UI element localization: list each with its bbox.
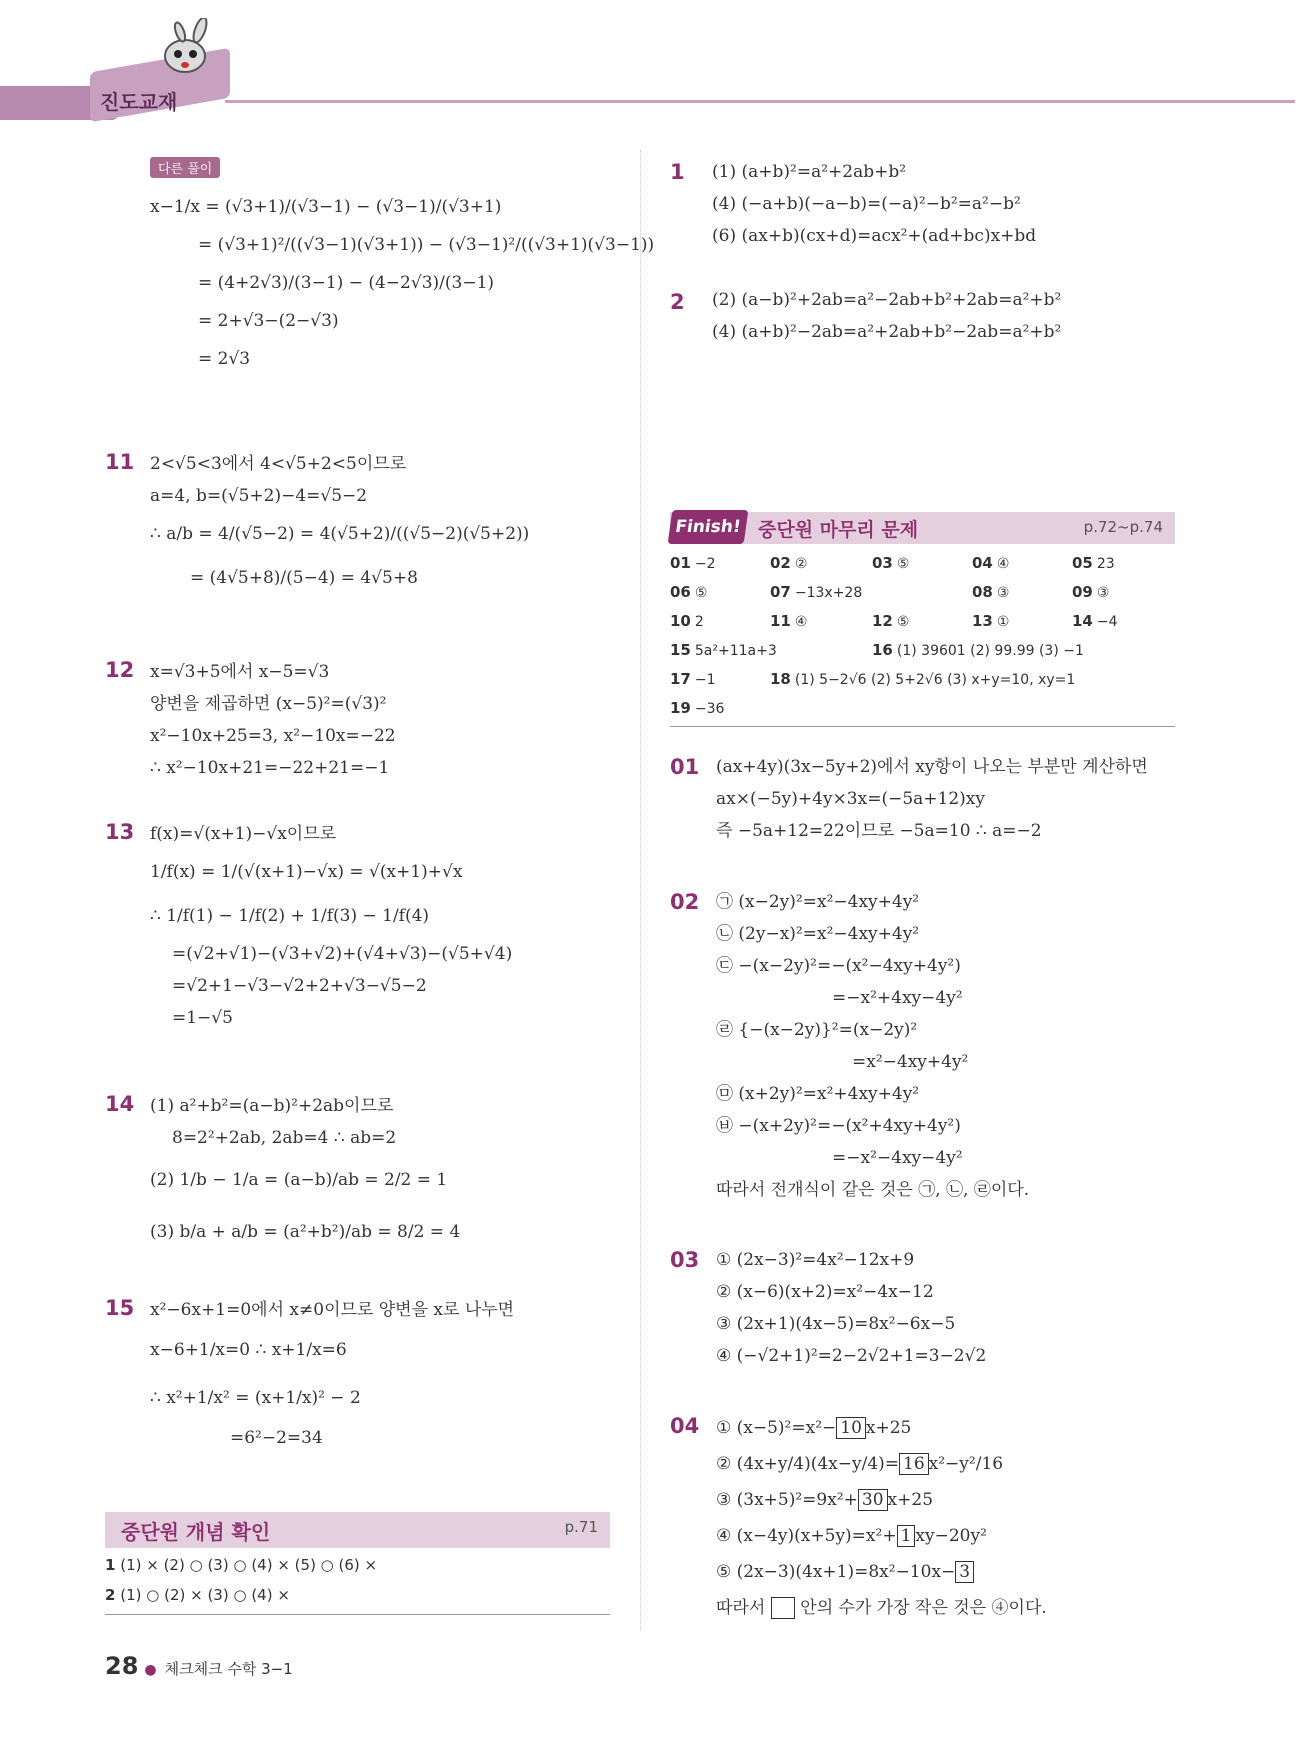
solution-15 xyxy=(150,1294,514,1454)
solution-line: (4) (−a+b)(−a−b)=(−a)²−b²=a²−b² xyxy=(712,194,1021,214)
solution-line: 따라서 안의 수가 가장 작은 것은 ④이다. xyxy=(716,1598,1047,1618)
answer-item: 16 (1) 39601 (2) 99.99 (3) −1 xyxy=(872,641,1084,659)
answer-item: 02 ② xyxy=(770,554,808,572)
solution-13 xyxy=(150,818,512,1034)
answer-box: 3 xyxy=(955,1561,974,1583)
solution-line: ㉤ (x+2y)²=x²+4xy+4y² xyxy=(716,1084,920,1104)
solution-line: ④ (x−4y)(x+5y)=x²+ 1 xy−20y² xyxy=(716,1526,987,1546)
solution-line: ㉢ −(x−2y)²=−(x²−4xy+4y²) xyxy=(716,956,961,976)
answer-item: 11 ④ xyxy=(770,612,808,630)
solution-line: ∴ x²−10x+21=−22+21=−1 xyxy=(150,758,390,778)
solution-line: (1) a²+b²=(a−b)²+2ab이므로 xyxy=(150,1096,394,1116)
page-number: 28 xyxy=(105,1652,139,1680)
solution-03 xyxy=(716,1244,986,1372)
solution-line: ① (x−5)²=x²− 10 x+25 xyxy=(716,1418,912,1438)
solution-line: =(√2+√1)−(√3+√2)+(√4+√3)−(√5+√4) xyxy=(172,944,513,964)
solution-11 xyxy=(150,448,529,600)
solution-line: (2) 1/b − 1/a = (a−b)/ab = 2/2 = 1 xyxy=(150,1170,448,1190)
solution-line: ③ (2x+1)(4x−5)=8x²−6x−5 xyxy=(716,1314,956,1334)
problem-number: 04 xyxy=(670,1414,700,1438)
rabbit-mascot-icon xyxy=(150,18,220,78)
solution-line: 양변을 제곱하면 (x−5)²=(√3)² xyxy=(150,694,387,714)
problem-number: 13 xyxy=(105,820,135,844)
answer-item: 07 −13x+28 xyxy=(770,583,863,601)
solution-line: ∴ 1/f(1) − 1/f(2) + 1/f(3) − 1/f(4) xyxy=(150,906,430,926)
finish-badge: Finish! xyxy=(668,510,749,544)
solution-line: (4) (a+b)²−2ab=a²+2ab+b²−2ab=a²+b² xyxy=(712,322,1062,342)
solution-14 xyxy=(150,1090,460,1258)
solution-line: ③ (3x+5)²=9x²+ 30 x+25 xyxy=(716,1490,934,1510)
solution-line: (ax+4y)(3x−5y+2)에서 xy항이 나오는 부분만 계산하면 xyxy=(716,757,1148,777)
solution-line: a=4, b=(√5+2)−4=√5−2 xyxy=(150,486,368,506)
concept-rule xyxy=(105,1614,610,1615)
problem-number: 03 xyxy=(670,1248,700,1272)
concept-row-answers: (1) ○ (2) × (3) ○ (4) × xyxy=(120,1586,290,1604)
problem-number: 14 xyxy=(105,1092,135,1116)
problem-number: 2 xyxy=(670,290,685,314)
solution-line: =−x²−4xy−4y² xyxy=(832,1148,963,1168)
solution-line: =1−√5 xyxy=(172,1008,233,1028)
solution-line: (6) (ax+b)(cx+d)=acx²+(ad+bc)x+bd xyxy=(712,226,1037,246)
answer-item: 03 ⑤ xyxy=(872,554,910,572)
solution-2 xyxy=(712,284,1061,348)
solution-line: = (4√5+8)/(5−4) = 4√5+8 xyxy=(190,568,418,588)
solution-line: (3) b/a + a/b = (a²+b²)/ab = 8/2 = 4 xyxy=(150,1222,461,1242)
answer-item: 05 23 xyxy=(1072,554,1115,572)
solution-line: ax×(−5y)+4y×3x=(−5a+12)xy xyxy=(716,789,985,809)
concept-row-1 xyxy=(105,1556,377,1574)
finish-title: 중단원 마무리 문제 xyxy=(758,519,919,541)
solution-04 xyxy=(716,1410,1047,1626)
solution-line: ㉠ (x−2y)²=x²−4xy+4y² xyxy=(716,892,920,912)
solution-line: (2) (a−b)²+2ab=a²−2ab+b²+2ab=a²+b² xyxy=(712,290,1062,310)
solution-01 xyxy=(716,751,1148,847)
alt-line: x−1/x = (√3+1)/(√3−1) − (√3−1)/(√3+1) xyxy=(150,197,502,217)
answer-item: 09 ③ xyxy=(1072,583,1110,601)
solution-line: 즉 −5a+12=22이므로 −5a=10 ∴ a=−2 xyxy=(716,821,1042,841)
alt-line: = 2√3 xyxy=(198,349,251,369)
answer-box: 16 xyxy=(899,1453,929,1475)
header-rule xyxy=(225,100,1295,103)
concept-row-number: 1 xyxy=(105,1556,116,1574)
problem-number: 15 xyxy=(105,1296,135,1320)
solution-line: ㉡ (2y−x)²=x²−4xy+4y² xyxy=(716,924,920,944)
solution-line: ㉣ {−(x−2y)}²=(x−2y)² xyxy=(716,1020,918,1040)
alt-line: = (4+2√3)/(3−1) − (4−2√3)/(3−1) xyxy=(198,273,495,293)
solution-line: ∴ a/b = 4/(√5−2) = 4(√5+2)/((√5−2)(√5+2)) xyxy=(150,524,530,544)
answer-item: 18 (1) 5−2√6 (2) 5+2√6 (3) x+y=10, xy=1 xyxy=(770,670,1076,688)
answer-item: 13 ① xyxy=(972,612,1010,630)
answer-item: 12 ⑤ xyxy=(872,612,910,630)
solution-line: (1) (a+b)²=a²+2ab+b² xyxy=(712,162,907,182)
concept-check-band xyxy=(105,1512,610,1548)
finish-page: p.72~p.74 xyxy=(1083,518,1163,536)
alt-line: = (√3+1)²/((√3−1)(√3+1)) − (√3−1)²/((√3+1)(√3−1)) xyxy=(198,235,655,255)
finish-rule xyxy=(670,726,1175,727)
answer-item: 17 −1 xyxy=(670,670,716,688)
concept-row-2 xyxy=(105,1586,290,1604)
problem-number: 02 xyxy=(670,890,700,914)
solution-line: 1/f(x) = 1/(√(x+1)−√x) = √(x+1)+√x xyxy=(150,862,463,882)
solution-line: 따라서 전개식이 같은 것은 ㉠, ㉡, ㉣이다. xyxy=(716,1180,1030,1200)
solution-1 xyxy=(712,156,1036,252)
concept-check-title: 중단원 개념 확인 xyxy=(121,1520,271,1544)
solution-line: =√2+1−√3−√2+2+√3−√5−2 xyxy=(172,976,427,996)
solution-02 xyxy=(716,886,1029,1206)
solution-line: =−x²+4xy−4y² xyxy=(832,988,963,1008)
solution-line: ⑤ (2x−3)(4x+1)=8x²−10x− 3 xyxy=(716,1554,1047,1590)
concept-check-page: p.71 xyxy=(564,1518,598,1536)
answer-box: 1 xyxy=(897,1525,916,1547)
answer-item: 15 5a²+11a+3 xyxy=(670,641,777,659)
answer-item: 14 −4 xyxy=(1072,612,1118,630)
answer-box: 30 xyxy=(858,1489,888,1511)
solution-line: ② (x−6)(x+2)=x²−4x−12 xyxy=(716,1282,934,1302)
alt-line: = 2+√3−(2−√3) xyxy=(198,311,339,331)
answer-item: 08 ③ xyxy=(972,583,1010,601)
problem-number: 01 xyxy=(670,755,700,779)
solution-line: ① (2x−3)²=4x²−12x+9 xyxy=(716,1250,915,1270)
solution-line: x²−6x+1=0에서 x≠0이므로 양변을 x로 나누면 xyxy=(150,1300,515,1320)
solution-line: ㉥ −(x+2y)²=−(x²+4xy+4y²) xyxy=(716,1116,961,1136)
answer-item: 01 −2 xyxy=(670,554,716,572)
concept-row-answers: (1) × (2) ○ (3) ○ (4) × (5) ○ (6) × xyxy=(120,1556,378,1574)
answer-item: 19 −36 xyxy=(670,699,725,717)
page-footer xyxy=(105,1652,293,1680)
answer-item: 06 ⑤ xyxy=(670,583,708,601)
problem-number: 11 xyxy=(105,450,135,474)
blank-box xyxy=(771,1597,795,1619)
concept-row-number: 2 xyxy=(105,1586,116,1604)
section-label: 진도교재 xyxy=(100,90,178,114)
solution-line: x−6+1/x=0 ∴ x+1/x=6 xyxy=(150,1340,347,1360)
solution-line: ∴ x²+1/x² = (x+1/x)² − 2 xyxy=(150,1388,361,1408)
solution-line: =x²−4xy+4y² xyxy=(852,1052,969,1072)
answer-item: 04 ④ xyxy=(972,554,1010,572)
solution-line: 8=2²+2ab, 2ab=4 ∴ ab=2 xyxy=(172,1128,397,1148)
problem-number: 1 xyxy=(670,160,685,184)
bullet-icon: ● xyxy=(144,1662,157,1678)
solution-line: x=√3+5에서 x−5=√3 xyxy=(150,662,330,682)
alt-solution-tag: 다른 풀이 xyxy=(150,157,220,178)
solution-line: x²−10x+25=3, x²−10x=−22 xyxy=(150,726,396,746)
solution-line: ④ (−√2+1)²=2−2√2+1=3−2√2 xyxy=(716,1346,987,1366)
solution-line: f(x)=√(x+1)−√x이므로 xyxy=(150,824,337,844)
solution-line: =6²−2=34 xyxy=(230,1428,323,1448)
solution-12 xyxy=(150,656,396,784)
answer-box: 10 xyxy=(836,1417,866,1439)
problem-number: 12 xyxy=(105,658,135,682)
book-title: 체크체크 수학 3−1 xyxy=(164,1660,293,1678)
answer-item: 10 2 xyxy=(670,612,704,630)
alt-solution xyxy=(150,188,654,378)
solution-line: 2<√5<3에서 4<√5+2<5이므로 xyxy=(150,454,407,474)
solution-line: ② (4x+y/4)(4x−y/4)= 16 x²−y²/16 xyxy=(716,1454,1004,1474)
